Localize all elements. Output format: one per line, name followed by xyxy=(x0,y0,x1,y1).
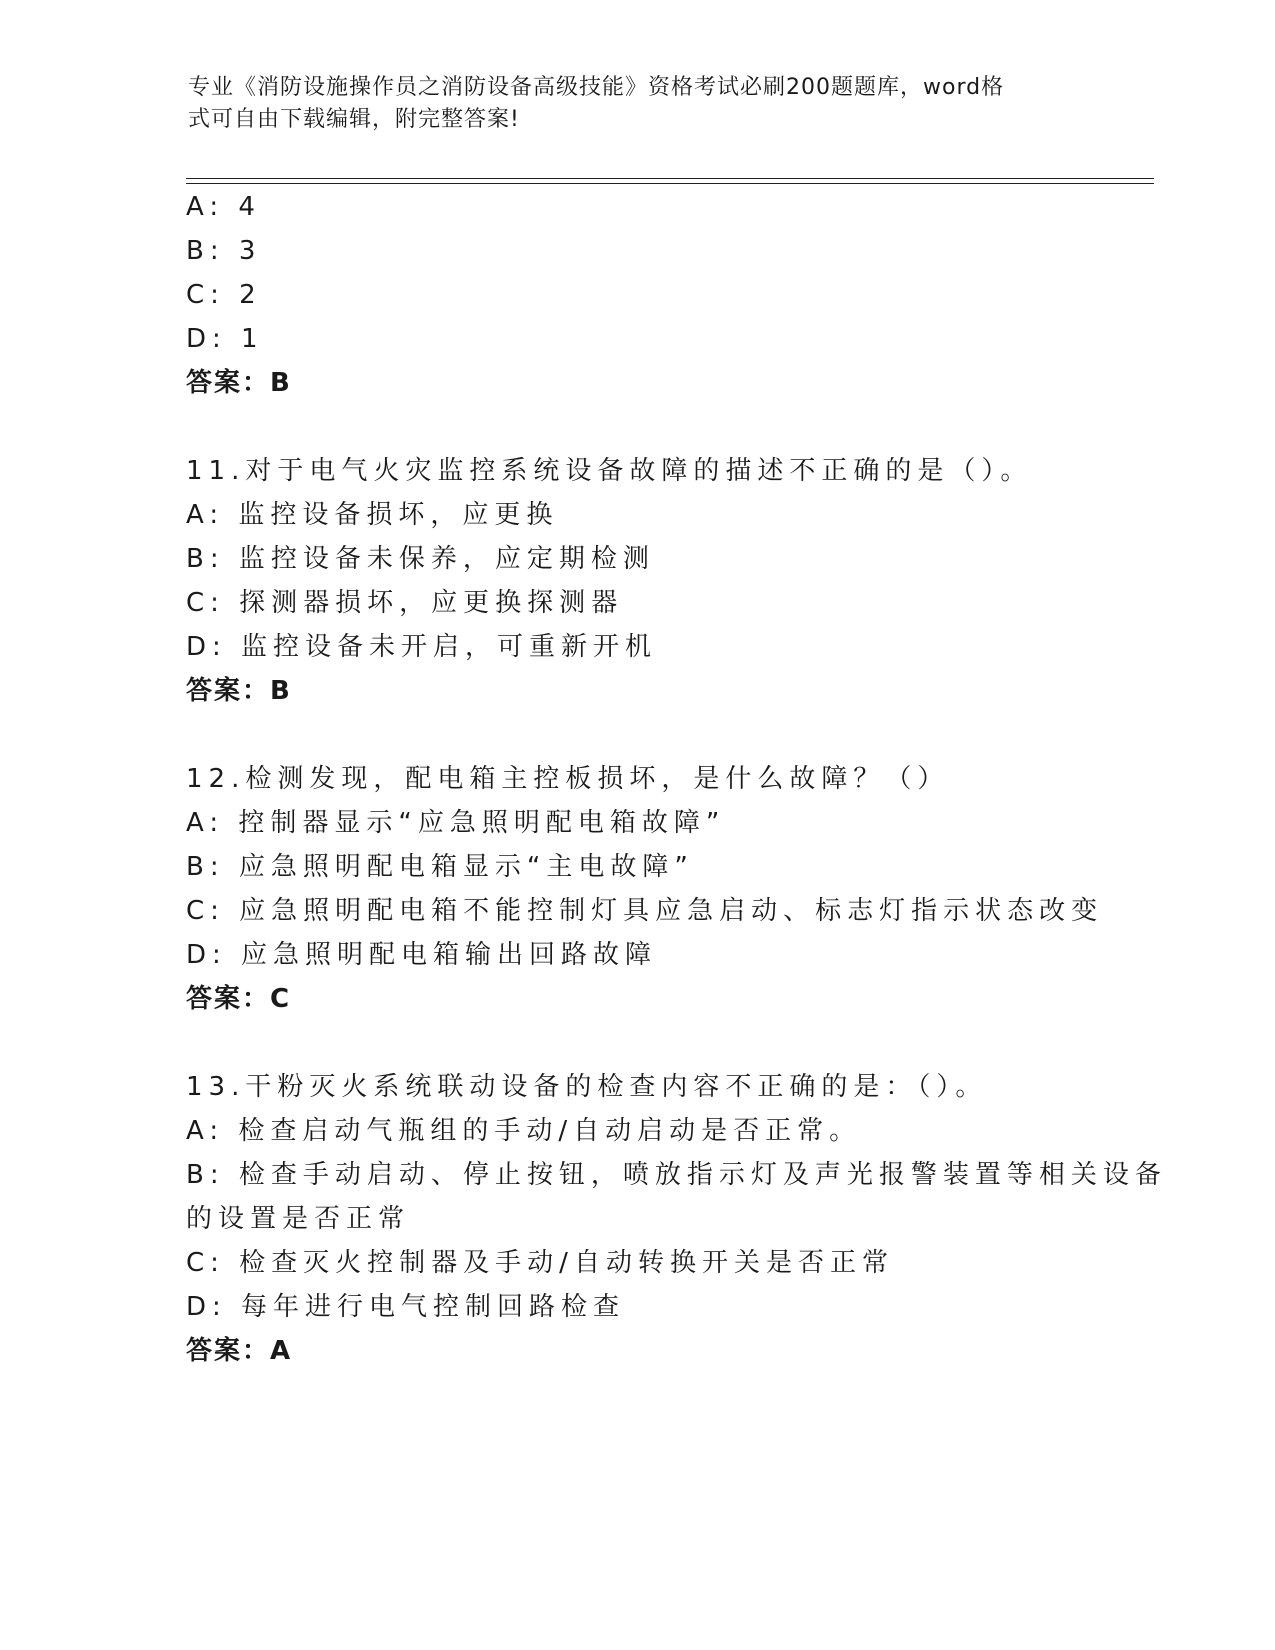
q13-option-b: B: 检查手动启动、停止按钮，喷放指示灯及声光报警装置等相关设备 xyxy=(186,1160,1167,1190)
header-rule-bottom xyxy=(186,183,1154,184)
q12-stem: 12.检测发现，配电箱主控板损坏，是什么故障？（） xyxy=(186,764,950,794)
q11-option-a: A: 监控设备损坏，应更换 xyxy=(186,500,559,530)
q13-option-a: A: 检查启动气瓶组的手动/自动启动是否正常。 xyxy=(186,1116,862,1146)
q11-stem: 11.对于电气火灾监控系统设备故障的描述不正确的是（）。 xyxy=(186,456,1033,486)
q12-option-b: B: 应急照明配电箱显示“主电故障” xyxy=(186,852,694,882)
q12-option-a: A: 控制器显示“应急照明配电箱故障” xyxy=(186,808,726,838)
document-header xyxy=(188,72,1068,136)
q10-option-d: D: 1 xyxy=(186,324,264,354)
q13-stem: 13.干粉灭火系统联动设备的检查内容不正确的是：（）。 xyxy=(186,1072,988,1102)
header-line-1: 专业《消防设施操作员之消防设备高级技能》资格考试必刷200题题库，word格 xyxy=(188,75,1005,100)
q13-option-b-continued: 的设置是否正常 xyxy=(186,1204,411,1234)
q12-answer: 答案：C xyxy=(186,984,292,1014)
q10-option-b: B: 3 xyxy=(186,236,262,266)
q10-option-a: A: 4 xyxy=(186,192,261,222)
q13-option-c: C: 检查灭火控制器及手动/自动转换开关是否正常 xyxy=(186,1248,894,1278)
header-rule-top xyxy=(186,178,1154,179)
q10-option-c: C: 2 xyxy=(186,280,262,310)
q12-option-d: D: 应急照明配电箱输出回路故障 xyxy=(186,940,658,970)
header-line-2: 式可自由下载编辑，附完整答案! xyxy=(188,107,520,132)
q10-answer: 答案：B xyxy=(186,368,292,398)
q11-answer: 答案：B xyxy=(186,676,292,706)
q11-option-c: C: 探测器损坏，应更换探测器 xyxy=(186,588,624,618)
q11-option-d: D: 监控设备未开启，可重新开机 xyxy=(186,632,658,662)
q13-answer: 答案：A xyxy=(186,1336,293,1366)
q12-option-c: C: 应急照明配电箱不能控制灯具应急启动、标志灯指示状态改变 xyxy=(186,896,1104,926)
q11-option-b: B: 监控设备未保养，应定期检测 xyxy=(186,544,655,574)
q13-option-d: D: 每年进行电气控制回路检查 xyxy=(186,1292,626,1322)
